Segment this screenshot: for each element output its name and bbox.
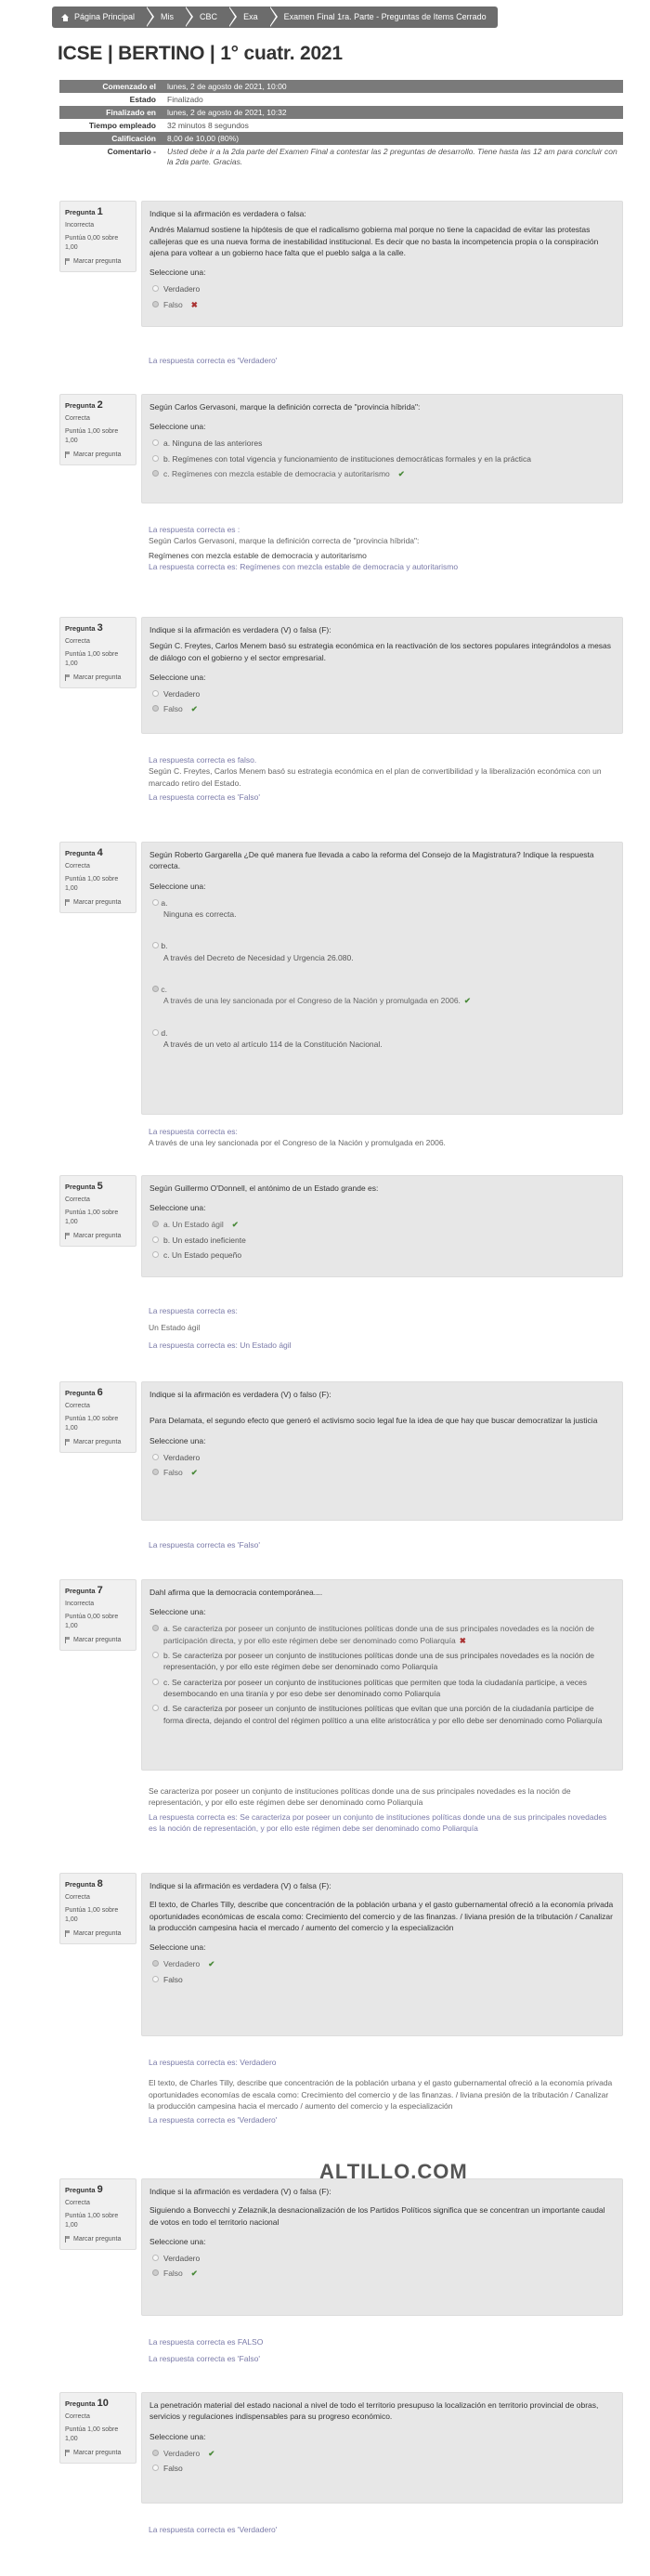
radio-button[interactable] bbox=[152, 942, 159, 948]
flag-icon bbox=[65, 2450, 71, 2456]
flag-icon bbox=[65, 674, 71, 681]
question-content: Indique si la afirmación es verdadera (V) o falso (F): Para Delamata, el segundo efecto que generó el activismo socio legal fue la idea de que hay que buscar democratizar la justicia Seleccione una: Verdadero Falso ✔ bbox=[141, 1381, 623, 1521]
question-feedback: La respuesta correcta es 'Verdadero' bbox=[149, 356, 278, 365]
flag-question-button[interactable]: Marcar pregunta bbox=[65, 1438, 131, 1446]
question-content: La penetración material del estado nacional a nivel de todo el territorio presupuso la localización en territorio provincial de obras, servicios y regulaciones indispensables para su progreso económico. Seleccione una: Verdadero ✔ Falso bbox=[141, 2392, 623, 2504]
answer-option[interactable]: a. Ninguna es correcta. bbox=[150, 896, 615, 922]
question-info: Pregunta 2 Correcta Puntúa 1,00 sobre 1,00 Marcar pregunta bbox=[59, 394, 136, 465]
radio-button[interactable] bbox=[152, 2269, 159, 2276]
answer-option[interactable]: Falso bbox=[150, 2461, 615, 2476]
radio-button[interactable] bbox=[152, 899, 159, 906]
summary-row: Estado Finalizado bbox=[129, 95, 203, 105]
question-feedback: Se caracteriza por poseer un conjunto de instituciones políticas donde una de sus principales novedades es la noción de representación, y por ello este régimen debe ser denominado como Poliarquía La respuesta correcta es: Se caracteriza por poseer un conjunto de instituciones políticas donde una de sus principales novedades es la noción de representación, y por ello este régimen debe ser denominado como Poliarquía bbox=[149, 1786, 607, 1833]
radio-button[interactable] bbox=[152, 2255, 159, 2261]
answer-option[interactable]: Falso ✖ bbox=[150, 297, 615, 312]
question-feedback: La respuesta correcta es: Un Estado ágil La respuesta correcta es: Un Estado ágil bbox=[149, 1306, 292, 1350]
radio-button[interactable] bbox=[152, 1976, 159, 1982]
flag-icon bbox=[65, 1233, 71, 1239]
radio-button[interactable] bbox=[152, 690, 159, 697]
answer-option[interactable]: Falso ✔ bbox=[150, 701, 615, 716]
correct-icon: ✔ bbox=[208, 1959, 215, 1969]
question-info: Pregunta 3 Correcta Puntúa 1,00 sobre 1,00 Marcar pregunta bbox=[59, 617, 136, 688]
answer-option[interactable]: a. Ninguna de las anteriores bbox=[150, 436, 615, 451]
answer-option[interactable]: Falso ✔ bbox=[150, 2266, 615, 2281]
answer-option[interactable]: Verdadero bbox=[150, 686, 615, 701]
answer-option[interactable]: Verdadero bbox=[150, 2251, 615, 2266]
question-content: Según Carlos Gervasoni, marque la definición correcta de "provincia híbrida": Seleccione una: a. Ninguna de las anteriores b. Regímenes con total vigencia y funcionamiento de instituciones democráticas formales y en la práctica c. Regímenes con mezcla estable de democracia y autoritarismo ✔ bbox=[141, 394, 623, 503]
question-content: Indique si la afirmación es verdadera (V) o falsa (F): El texto, de Charles Tilly, describe que concentración de la población urbana y el gasto gubernamental ofreció a la economía privada oportunidades económicas de escala como: Crecimiento del comercio y de las finanzas. / liviana presión de la tributación / Canalizar la producción campesina hacia el mercado / aumento del comercio y la especialización Seleccione una: Verdadero ✔ Falso bbox=[141, 1873, 623, 2036]
flag-icon bbox=[65, 2236, 71, 2243]
answer-option[interactable]: b. Regímenes con total vigencia y funcionamiento de instituciones democráticas formales y en la práctica bbox=[150, 451, 615, 466]
answer-option[interactable]: c. A través de una ley sancionada por el Congreso de la Nación y promulgada en 2006. ✔ bbox=[150, 982, 615, 1009]
page-title: ICSE | BERTINO | 1° cuatr. 2021 bbox=[58, 43, 343, 64]
answer-option[interactable]: a. Se caracteriza por poseer un conjunto de instituciones políticas donde una de sus principales novedades es la noción de participación directa, y por ello este régimen debe ser denominado como Poliarquía ✖ bbox=[150, 1621, 615, 1648]
correct-icon: ✔ bbox=[190, 704, 198, 714]
watermark: ALTILLO.COM bbox=[319, 2160, 468, 2183]
radio-button[interactable] bbox=[152, 1236, 159, 1243]
correct-icon: ✔ bbox=[190, 1467, 198, 1477]
question-content: Dahl afirma que la democracia contemporánea.... Seleccione una: a. Se caracteriza por poseer un conjunto de instituciones políticas donde una de sus principales novedades es la noción de participación directa, y por ello este régimen debe ser denominado como Poliarquía ✖ b. Se caracteriza por poseer un conjunto de instituciones políticas donde una de sus principales novedades es la noción de representación, y por ello este régimen debe ser denominado como Poliarquía c. Se caracteriza por poseer un conjunto de instituciones políticas que permiten que toda la ciudadanía participe, a veces desembocando en una tiranía y por eso debe ser denominado como Poliarquía d. Se caracteriza por poseer un conjunto de instituciones políticas que evitan que una porción de la ciudadanía participe de forma directa, dejando el control del régimen político a una elite aristocrática y por ello debe ser denominado como Poliarquía bbox=[141, 1579, 623, 1771]
correct-icon: ✔ bbox=[463, 996, 472, 1006]
question-feedback: La respuesta correcta es: Verdadero El texto, de Charles Tilly, describe que concentración de la población urbana y el gasto gubernamental ofreció a la economía privada oportunidades economías de escala como: Crecimiento del comercio y de las finanzas. / liviana presión de la tributación / Canalizar la producción campesina hacia el mercado / aumento del comercio y la especialización La respuesta correcta es 'Verdadero' bbox=[149, 2058, 613, 2125]
breadcrumb-cbc[interactable]: CBC bbox=[185, 7, 228, 28]
radio-button[interactable] bbox=[152, 301, 159, 307]
question-content: Indique si la afirmación es verdadera (V) o falsa (F): Siguiendo a Bonvecchi y Zelaznik,la desnacionalización de los Partidos Políticos significa que se concentran un importante caudal de votos en todo el territorio nacional Seleccione una: Verdadero Falso ✔ bbox=[141, 2178, 623, 2316]
flag-icon bbox=[65, 1930, 71, 1937]
answer-option[interactable]: c. Regímenes con mezcla estable de democracia y autoritarismo ✔ bbox=[150, 466, 615, 481]
radio-button[interactable] bbox=[152, 1625, 159, 1631]
question-info: Pregunta 5 Correcta Puntúa 1,00 sobre 1,00 Marcar pregunta bbox=[59, 1175, 136, 1247]
radio-button[interactable] bbox=[152, 1221, 159, 1227]
radio-button[interactable] bbox=[152, 439, 159, 446]
radio-button[interactable] bbox=[152, 1960, 159, 1967]
answer-option[interactable]: Verdadero bbox=[150, 281, 615, 296]
answer-option[interactable]: d. A través de un veto al artículo 114 de la Constitución Nacional. bbox=[150, 1026, 615, 1053]
attempt-summary bbox=[59, 80, 623, 168]
flag-icon bbox=[65, 1439, 71, 1445]
answer-option[interactable]: a. Un Estado ágil ✔ bbox=[150, 1217, 615, 1232]
breadcrumb-mis[interactable]: Mis bbox=[146, 7, 185, 28]
question-feedback: La respuesta correcta es : Según Carlos Gervasoni, marque la definición correcta de "provincia híbrida": Regímenes con mezcla estable de democracia y autoritarismo La respuesta correcta es: Regímenes con mezcla estable de democracia y autoritarismo bbox=[149, 525, 459, 571]
summary-row: Finalizado en lunes, 2 de agosto de 2021, 10:32 bbox=[59, 106, 623, 119]
question-content: Indique si la afirmación es verdadera o falsa: Andrés Malamud sostiene la hipótesis de que el radicalismo gobierna mal porque no tiene la capacidad de evitar las protestas callejeras que es una nueva forma de inestabilidad institucional. Es decir que no basta la incompetencia propia o la conspiración ajena para voltear a un gobierno hace falta que el pueblo salga a la calle. Seleccione una: Verdadero Falso ✖ bbox=[141, 201, 623, 327]
radio-button[interactable] bbox=[152, 455, 159, 462]
radio-button[interactable] bbox=[152, 2465, 159, 2471]
radio-button[interactable] bbox=[152, 470, 159, 477]
summary-row: Comenzado el lunes, 2 de agosto de 2021, 10:00 bbox=[59, 80, 623, 93]
summary-row: Comentario - Usted debe ir a la 2da parte del Examen Final a contestar las 2 preguntas de desarrollo. Tiene hasta las 12 am para concluir con la 2da parte. Gracias. bbox=[107, 147, 618, 167]
question-feedback: La respuesta correcta es: A través de una ley sancionada por el Congreso de la Nación y promulgada en 2006. bbox=[149, 1127, 446, 1148]
question-info: Pregunta 9 Correcta Puntúa 1,00 sobre 1,00 Marcar pregunta bbox=[59, 2178, 136, 2250]
radio-button[interactable] bbox=[152, 1469, 159, 1475]
answer-option[interactable]: Verdadero bbox=[150, 1450, 615, 1465]
flag-question-button[interactable]: Marcar pregunta bbox=[65, 257, 131, 266]
correct-icon: ✔ bbox=[231, 1220, 239, 1230]
question-info: Pregunta 7 Incorrecta Puntúa 0,00 sobre 1,00 Marcar pregunta bbox=[59, 1579, 136, 1651]
radio-button[interactable] bbox=[152, 1251, 159, 1258]
home-icon bbox=[61, 14, 70, 21]
answer-option[interactable]: b. A través del Decreto de Necesidad y Urgencia 26.080. bbox=[150, 938, 615, 965]
radio-button[interactable] bbox=[152, 1454, 159, 1460]
answer-option[interactable]: Verdadero ✔ bbox=[150, 2446, 615, 2461]
question-feedback: La respuesta correcta es FALSO La respuesta correcta es 'Falso' bbox=[149, 2337, 264, 2364]
flag-question-button[interactable]: Marcar pregunta bbox=[65, 673, 131, 682]
answer-option[interactable]: b. Se caracteriza por poseer un conjunto de instituciones políticas donde una de sus principales novedades es la noción de representación, y por ello este régimen debe ser denominado como Poliarquía bbox=[150, 1648, 615, 1675]
flag-question-button[interactable]: Marcar pregunta bbox=[65, 2449, 131, 2457]
flag-question-button[interactable]: Marcar pregunta bbox=[65, 451, 131, 459]
flag-icon bbox=[65, 258, 71, 265]
question-feedback: La respuesta correcta es 'Falso' bbox=[149, 1540, 260, 1550]
radio-button[interactable] bbox=[152, 2450, 159, 2456]
question-content: Según Roberto Gargarella ¿De qué manera fue llevada a cabo la reforma del Consejo de la Magistratura? Indique la respuesta correcta. Seleccione una: a. Ninguna es correcta. b. A través del Decreto de Necesidad y Urgencia 26.080. c. A través de una ley sancionada por el Congreso de la Nación y promulgada en 2006. ✔ d. A través de un veto al artículo 114 de la Constitución Nacional. bbox=[141, 842, 623, 1115]
summary-row: Calificación 8,00 de 10,00 (80%) bbox=[59, 132, 623, 145]
radio-button[interactable] bbox=[152, 1679, 159, 1685]
question-feedback: La respuesta correcta es falso. Según C. Freytes, Carlos Menem basó su estrategia económica en el plan de convertibilidad y la liberalización económica con un marcado retiro del Estado. La respuesta correcta es 'Falso' bbox=[149, 755, 602, 802]
answer-option[interactable]: d. Se caracteriza por poseer un conjunto de instituciones políticas que evitan que una porción de la ciudadanía participe de forma directa, dejando el control del régimen político a una elite aristocrática y por ello debe ser denominado como Poliarquía bbox=[150, 1701, 615, 1728]
question-info: Pregunta 8 Correcta Puntúa 1,00 sobre 1,00 Marcar pregunta bbox=[59, 1873, 136, 1944]
breadcrumb-home[interactable]: Página Principal bbox=[52, 7, 146, 28]
answer-option[interactable]: c. Se caracteriza por poseer un conjunto de instituciones políticas que permiten que toda la ciudadanía participe, a veces desembocando en una tiranía y por eso debe ser denominado como Poliarquía bbox=[150, 1675, 615, 1702]
question-info: Pregunta 4 Correcta Puntúa 1,00 sobre 1,00 Marcar pregunta bbox=[59, 842, 136, 913]
breadcrumb-exam[interactable]: Examen Final 1ra. Parte - Preguntas de Items Cerrado bbox=[269, 7, 498, 28]
answer-option[interactable]: b. Un estado ineficiente bbox=[150, 1233, 615, 1248]
question-content: Según Guillermo O'Donnell, el antónimo de un Estado grande es: Seleccione una: a. Un Estado ágil ✔ b. Un estado ineficiente c. Un Estado pequeño bbox=[141, 1175, 623, 1277]
correct-icon: ✔ bbox=[208, 2448, 215, 2458]
summary-row: Tiempo empleado 32 minutos 8 segundos bbox=[88, 121, 249, 131]
flag-icon bbox=[65, 451, 71, 458]
answer-option[interactable]: Falso ✔ bbox=[150, 1465, 615, 1480]
flag-question-button[interactable]: Marcar pregunta bbox=[65, 1232, 131, 1240]
flag-question-button[interactable]: Marcar pregunta bbox=[65, 898, 131, 907]
flag-question-button[interactable]: Marcar pregunta bbox=[65, 1929, 131, 1938]
radio-button[interactable] bbox=[152, 1029, 159, 1036]
answer-option[interactable]: Falso bbox=[150, 1972, 615, 1987]
answer-option[interactable]: Verdadero ✔ bbox=[150, 1956, 615, 1971]
question-info: Pregunta 6 Correcta Puntúa 1,00 sobre 1,00 Marcar pregunta bbox=[59, 1381, 136, 1453]
question-content: Indique si la afirmación es verdadera (V) o falsa (F): Según C. Freytes, Carlos Menem basó su estrategia económica en la reactivación de los sectores populares integrándolos a mesas de diálogo con el gobierno y el sector empresarial. Seleccione una: Verdadero Falso ✔ bbox=[141, 617, 623, 734]
flag-icon bbox=[65, 1637, 71, 1643]
incorrect-icon: ✖ bbox=[190, 299, 198, 309]
question-feedback: La respuesta correcta es 'Verdadero' bbox=[149, 2525, 278, 2534]
radio-button[interactable] bbox=[152, 1652, 159, 1658]
flag-icon bbox=[65, 899, 71, 906]
answer-option[interactable]: c. Un Estado pequeño bbox=[150, 1248, 615, 1262]
radio-button[interactable] bbox=[152, 986, 159, 992]
question-info: Pregunta 10 Correcta Puntúa 1,00 sobre 1,00 Marcar pregunta bbox=[59, 2392, 136, 2464]
radio-button[interactable] bbox=[152, 705, 159, 712]
correct-icon: ✔ bbox=[397, 468, 405, 478]
radio-button[interactable] bbox=[152, 1705, 159, 1711]
flag-question-button[interactable]: Marcar pregunta bbox=[65, 2235, 131, 2243]
incorrect-icon: ✖ bbox=[459, 1635, 466, 1645]
breadcrumb bbox=[52, 7, 498, 28]
correct-icon: ✔ bbox=[190, 2269, 198, 2279]
flag-question-button[interactable]: Marcar pregunta bbox=[65, 1636, 131, 1644]
breadcrumb-exa[interactable]: Exa bbox=[228, 7, 269, 28]
radio-button[interactable] bbox=[152, 285, 159, 292]
question-info: Pregunta 1 Incorrecta Puntúa 0,00 sobre 1,00 Marcar pregunta bbox=[59, 201, 136, 272]
